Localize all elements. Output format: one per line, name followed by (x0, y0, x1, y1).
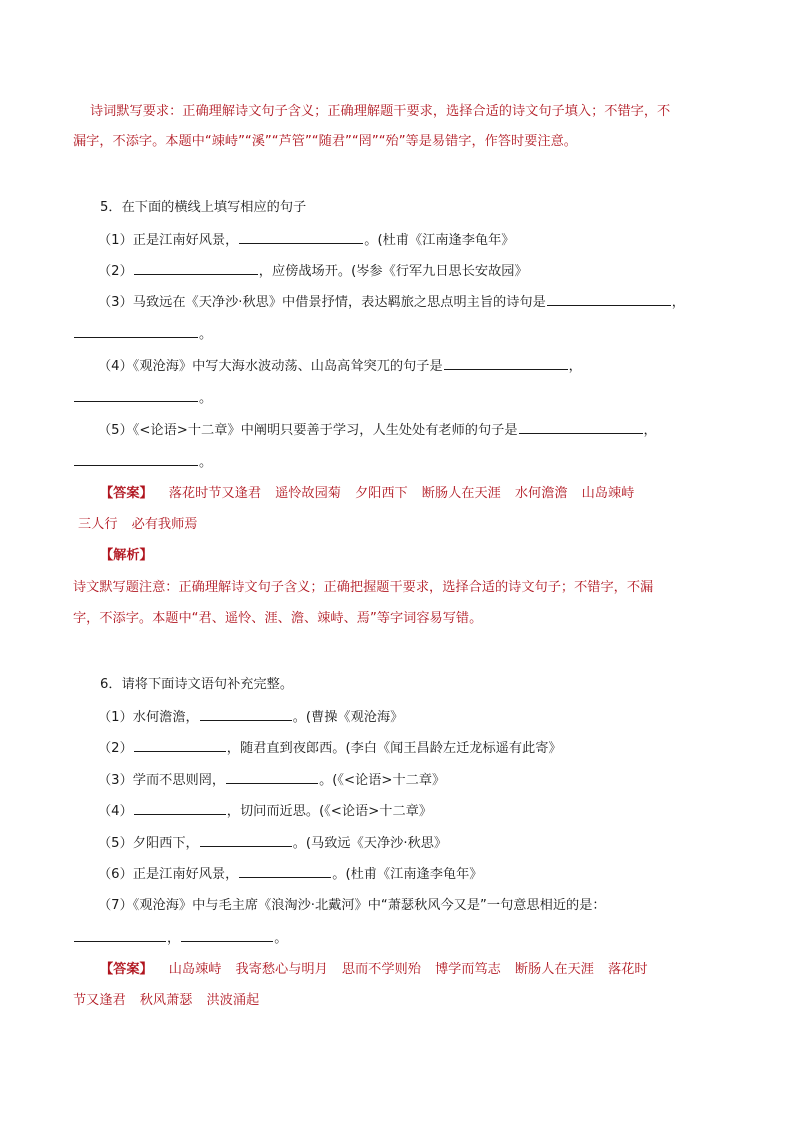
q5-item-1-text: （1）正是江南好风景， (98, 233, 239, 248)
q5-item-4-comma: ， (568, 359, 582, 374)
q6-item-7-comma: ， (167, 931, 181, 946)
q5-item-2-source: ，应傍战场开。(岑参《行军九日思长安故园》 (258, 264, 528, 279)
q5-item-3-cont (73, 324, 212, 344)
q5-item-5-comma: ， (643, 423, 657, 438)
answer-blank[interactable] (547, 292, 671, 306)
q6-item-2 (98, 738, 562, 758)
q5-item-4 (98, 356, 582, 376)
note-line-1: 诗词默写要求：正确理解诗文句子含义；正确理解题干要求，选择合适的诗文句子填入；不错字，不 (90, 104, 671, 119)
analysis-label: 【解析】 (100, 548, 153, 563)
answer-blank[interactable] (200, 707, 292, 721)
q5-item-4-end: 。 (199, 391, 213, 406)
answer-blank[interactable] (134, 801, 226, 815)
q5-item-5-end: 。 (199, 455, 213, 470)
q6-answer-line-1 (100, 960, 648, 980)
q5-item-2 (98, 261, 528, 281)
q6-item-7: （7）《观沧海》中与毛主席《浪淘沙·北戴河》中“萧瑟秋风今又是”一句意思相近的是： (98, 898, 606, 913)
q6-item-4-text: （4） (98, 804, 133, 819)
q5-item-3-text: （3）马致远在《天净沙·秋思》中借景抒情，表达羁旅之思点明主旨的诗句是 (98, 295, 546, 310)
q6-item-2-source: ，随君直到夜郎西。(李白《闻王昌龄左迁龙标遥有此寄》 (226, 741, 562, 756)
answer-item: 断肠人在天涯 (514, 962, 594, 977)
answer-item: 思而不学则殆 (341, 962, 421, 977)
q6-item-2-text: （2） (98, 741, 133, 756)
q6-item-5-source: 。(马致远《天净沙·秋思》 (292, 836, 448, 851)
q5-item-1 (98, 230, 514, 250)
q5-item-4-text: （4）《观沧海》中写大海水波动荡、山岛高耸突兀的句子是 (98, 359, 443, 374)
q5-item-2-text: （2） (98, 264, 133, 279)
answer-item: 遥怜故园菊 (275, 486, 341, 501)
answer-item: 山岛竦峙 (581, 486, 635, 501)
q5-item-1-source: 。(杜甫《江南逢李龟年》 (364, 233, 515, 248)
q5-analysis-label (100, 546, 153, 566)
q5-answer-line-2 (78, 515, 198, 535)
q6-item-4 (98, 801, 432, 821)
q6-item-1-text: （1）水何澹澹， (98, 710, 199, 725)
answer-item: 落花时 (608, 962, 648, 977)
answer-blank[interactable] (74, 324, 198, 338)
q6-item-7-end: 。 (274, 931, 288, 946)
answer-item: 夕阳西下 (355, 486, 408, 501)
answer-label: 【答案】 (100, 962, 153, 977)
answer-blank[interactable] (226, 770, 318, 784)
q6-title: 6．请将下面诗文语句补充完整。 (100, 677, 294, 692)
answer-blank[interactable] (134, 738, 226, 752)
answer-blank[interactable] (74, 928, 166, 942)
answer-blank[interactable] (134, 261, 258, 275)
q5-item-3-comma: ， (671, 295, 685, 310)
answer-blank[interactable] (239, 230, 363, 244)
answer-item: 断肠人在天涯 (421, 486, 501, 501)
q5-answer-line-1 (100, 484, 634, 504)
q6-item-1 (98, 707, 403, 727)
answer-blank[interactable] (239, 864, 331, 878)
q6-item-3 (98, 770, 445, 790)
q5-item-5-text: （5）《<论语>十二章》中阐明只要善于学习，人生处处有老师的句子是 (98, 423, 518, 438)
q6-item-5 (98, 833, 447, 853)
q6-item-6 (98, 864, 482, 884)
q5-item-5 (98, 420, 657, 440)
q6-item-7-cont (73, 928, 287, 948)
q5-item-3 (98, 292, 685, 312)
answer-blank[interactable] (181, 928, 273, 942)
answer-blank[interactable] (444, 356, 568, 370)
q6-item-6-source: 。(杜甫《江南逢李龟年》 (332, 867, 483, 882)
answer-blank[interactable] (519, 420, 643, 434)
q6-item-1-source: 。(曹操《观沧海》 (292, 710, 404, 725)
answer-blank[interactable] (74, 452, 198, 466)
answer-blank[interactable] (74, 388, 198, 402)
q6-item-3-source: 。(《<论语>十二章》 (319, 773, 446, 788)
q5-item-4-cont (73, 388, 212, 408)
answer-item: 我寄愁心与明月 (235, 962, 328, 977)
answer-item: 洪波涌起 (206, 993, 260, 1008)
q6-answer-line-2 (73, 991, 259, 1011)
q5-item-3-end: 。 (199, 327, 213, 342)
q6-item-4-source: ，切问而近思。(《<论语>十二章》 (226, 804, 433, 819)
q6-item-3-text: （3）学而不思则罔， (98, 773, 226, 788)
answer-label: 【答案】 (100, 486, 153, 501)
answer-item: 三人行 (78, 517, 118, 532)
answer-item: 秋风萧瑟 (139, 993, 193, 1008)
q5-title: 5．在下面的横线上填写相应的句子 (100, 200, 307, 215)
q5-analysis-line-1: 诗文默写题注意：正确理解诗文句子含义；正确把握题干要求，选择合适的诗文句子；不错字，不漏 (73, 580, 654, 595)
answer-item: 山岛竦峙 (168, 962, 222, 977)
q6-item-6-text: （6）正是江南好风景， (98, 867, 239, 882)
q6-item-5-text: （5）夕阳西下， (98, 836, 199, 851)
answer-blank[interactable] (200, 833, 292, 847)
answer-item: 节又逢君 (73, 993, 126, 1008)
answer-item: 落花时节又逢君 (168, 486, 262, 501)
answer-item: 必有我师焉 (131, 517, 198, 532)
answer-item: 博学而笃志 (434, 962, 501, 977)
q5-item-5-cont (73, 452, 212, 472)
q5-analysis-line-2: 字，不添字。本题中“君、遥怜、涯、澹、竦峙、焉”等字词容易写错。 (73, 611, 483, 626)
answer-item: 水何澹澹 (514, 486, 568, 501)
note-line-2: 漏字，不添字。本题中“竦峙”“溪”“芦管”“随君”“罔”“殆”等是易错字，作答时要注意。 (73, 134, 577, 149)
